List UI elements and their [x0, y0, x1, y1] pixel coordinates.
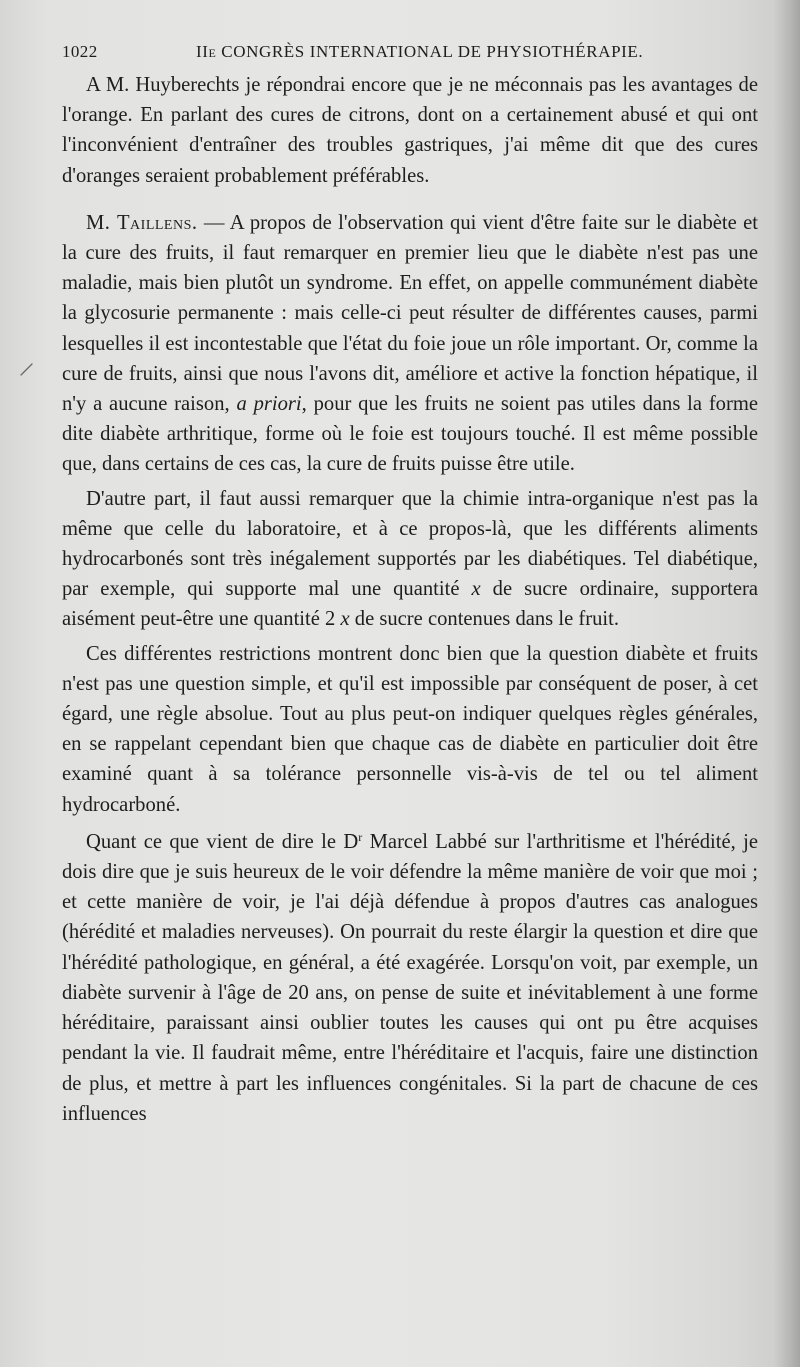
- italic-variable-2: x: [340, 608, 350, 631]
- italic-variable: x: [471, 578, 481, 601]
- paragraph-text-continued: , pour que les fruits ne soient pas utiles dans la forme dite diabète arthritique, forme où le foie est toujours touché. Il est même possible que, dans certains de ces cas, la cure de fruits puisse être utile.: [62, 393, 758, 476]
- paragraph-heredite: [62, 827, 758, 1129]
- paragraph-text: A M. Huyberechts je répondrai encore que je ne méconnais pas les avantages de l'orange. En parlant des cures de citrons, dont on a certainement abusé et qui ont l'inconvénient d'entraîner des troubles gastriques, j'ai même dit que des cures d'oranges seraient probablement préférables.: [62, 74, 758, 187]
- paragraph-chimie-intra-organique: [62, 484, 758, 635]
- paragraph-text-continued: Marcel Labbé sur l'arthritisme et l'hérédité, je dois dire que je suis heureux de le voir défendre la même manière de voir que moi ; et cette manière de voir, je l'ai déjà défendue à propos d'autres cas analogues (hérédité et maladies nerveuses). On pourrait du reste élargir la question et dire que l'hérédité pathologique, en général, a été exagérée. Lorsqu'on voit, par exemple, un diabète survenir à l'âge de 20 ans, on pense de suite et inévitablement à une forme héréditaire, paraissant ainsi oublier toutes les causes qui ont pu être acquises pendant la vie. Il faudrait même, entre l'héréditaire et l'acquis, faire une distinction de plus, et mettre à part les influences congénitales. Si la part de chacune de ces influences: [62, 830, 758, 1125]
- speaker-name: M. Taillens.: [86, 211, 198, 234]
- margin-pencil-mark-icon: [18, 362, 34, 378]
- italic-term: a priori: [236, 393, 302, 416]
- paragraph-text: Ces différentes restrictions montrent donc bien que la question diabète et fruits n'est pas une question simple, et qu'il est impossible par conséquent de poser, à cet égard, une règle absolue. Tout au plus peut-on indiquer quelques règles générales, en se rappelant cependant bien que chaque cas de diabète en particulier doit être examiné quant à sa tolérance personnelle vis-à-vis de tel ou tel aliment hydrocarboné.: [62, 642, 758, 816]
- paragraph-text-middle: de sucre ordinaire, supportera aisément peut-être une quantité 2: [62, 578, 758, 631]
- page-edge-shadow: [774, 0, 800, 1367]
- paragraph-taillens-intervention: [62, 208, 758, 480]
- superscript-abbreviation: r: [358, 829, 363, 844]
- paragraph-text: Quant ce que vient de dire le D: [86, 830, 359, 853]
- page-number: 1022: [62, 42, 98, 61]
- paragraph-reply-huyberechts: [62, 70, 758, 191]
- running-head: IIe CONGRÈS INTERNATIONAL DE PHYSIOTHÉRAPIE.: [196, 42, 644, 61]
- paragraph-restrictions: [62, 639, 758, 820]
- body-text: [62, 70, 758, 1129]
- paragraph-text: D'autre part, il faut aussi remarquer que la chimie intra-organique n'est pas la même que celle du laboratoire, et à ce propos-là, que les différents aliments hydrocarbonés sont très inégalement supportés par les diabétiques. Tel diabétique, par exemple, qui supporte mal une quantité: [62, 487, 758, 601]
- paragraph-text: — A propos de l'observation qui vient d'être faite sur le diabète et la cure des fruits, il faut remarquer en premier lieu que le diabète n'est pas une maladie, mais bien plutôt un syndrome. En effet, on appelle communément diabète la glycosurie permanente : mais celle-ci peut résulter de différentes causes, parmi lesquelles il est incontestable que l'état du foie joue un rôle important. Or, comme la cure de fruits, ainsi que nous l'avons dit, améliore et active la fonction hépatique, il n'y a aucune raison,: [62, 211, 758, 416]
- page-header: [62, 42, 758, 66]
- paragraph-text-continued: de sucre contenues dans le fruit.: [349, 608, 619, 631]
